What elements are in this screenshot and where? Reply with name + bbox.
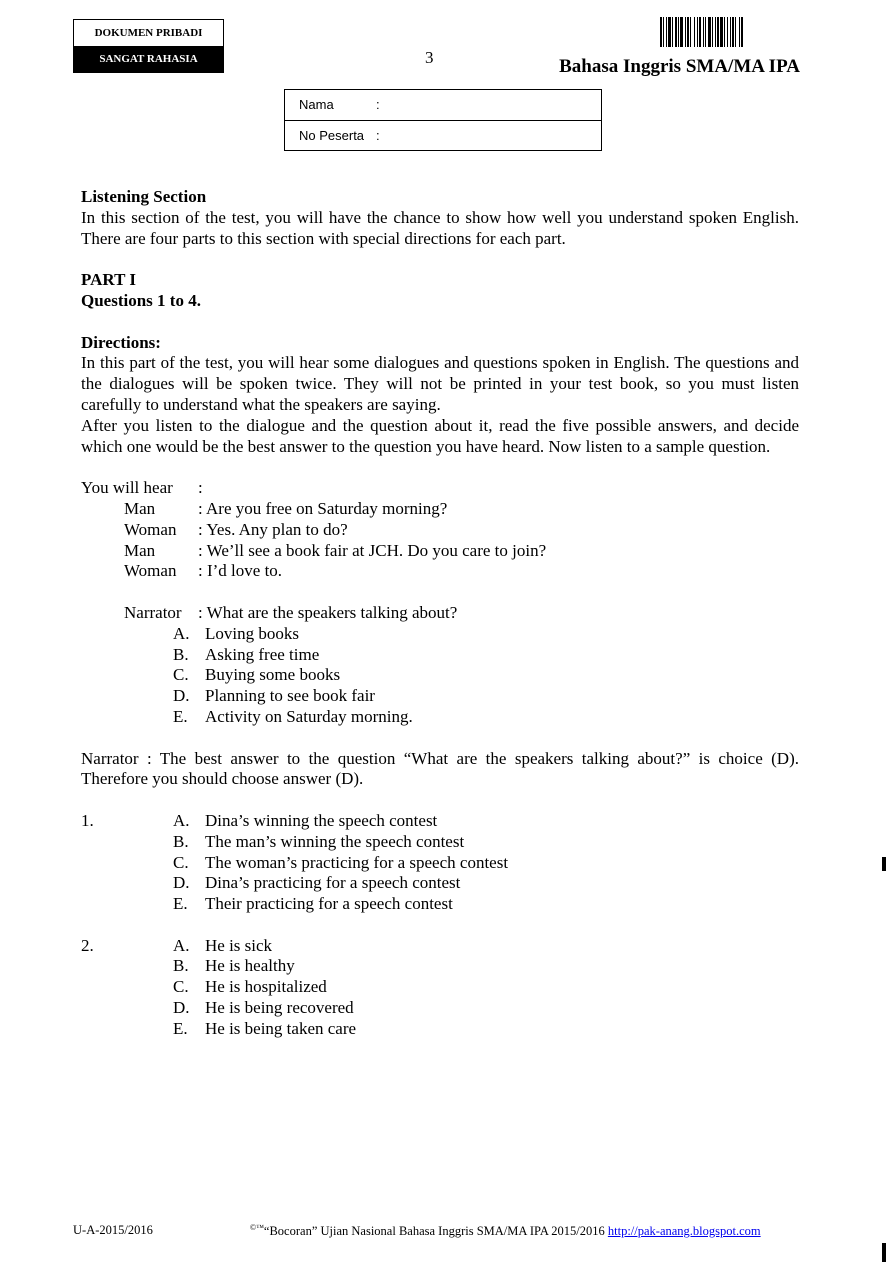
page-edge-mark	[882, 857, 886, 871]
option-text: He is healthy	[205, 956, 295, 976]
sample-option	[81, 707, 799, 728]
option-text: Their practicing for a speech contest	[205, 894, 453, 914]
sample-explanation: Narrator : The best answer to the question “What are the speakers talking about?” is choice (D). Therefore you should choose answer (D).	[81, 748, 799, 789]
option-letter: E.	[173, 1018, 188, 1038]
option-text: Activity on Saturday morning.	[205, 706, 413, 726]
directions-paragraph-1: In this part of the test, you will hear some dialogues and questions spoken in English. The questions and the dialogues will be spoken twice. They will not be printed in your test book, so you must listen carefully to understand what the speakers are saying.	[81, 353, 799, 414]
option-letter: D.	[173, 998, 190, 1018]
dialogue-line	[81, 520, 799, 541]
dialogue-text: : We’ll see a book fair at JCH. Do you care to join?	[198, 540, 547, 560]
footer-link[interactable]: http://pak-anang.blogspot.com	[607, 1224, 761, 1239]
sample-option	[81, 665, 799, 686]
dialogue-speaker: Man	[124, 498, 156, 518]
option-text: Dina’s winning the speech contest	[205, 810, 438, 830]
option-text: The woman’s practicing for a speech contest	[205, 852, 509, 872]
sample-option	[81, 624, 799, 645]
listening-title: Listening Section	[81, 187, 207, 206]
sample-option	[81, 645, 799, 666]
participant-colon: :	[376, 128, 380, 143]
barcode-icon	[660, 17, 802, 47]
you-will-hear-colon: :	[198, 478, 203, 498]
footer-code: U-A-2015/2016	[73, 1223, 153, 1237]
option-text: The man’s winning the speech contest	[205, 831, 465, 851]
copyright-mark: ©™	[250, 1223, 264, 1232]
option-letter: A.	[173, 810, 190, 830]
sample-option	[81, 686, 799, 707]
option-text: He is being recovered	[205, 998, 354, 1018]
dialogue-line	[81, 499, 799, 520]
narrator-question: : What are the speakers talking about?	[198, 602, 458, 622]
option-letter: C.	[173, 852, 189, 872]
subject-title: Bahasa Inggris SMA/MA IPA	[559, 56, 800, 77]
name-row	[285, 90, 601, 120]
you-will-hear-label: You will hear	[81, 478, 173, 498]
option-letter: B.	[173, 831, 189, 851]
question-number: 1.	[81, 810, 94, 830]
option-text: Planning to see book fair	[205, 686, 375, 706]
option-letter: C.	[173, 665, 189, 685]
option-letter: E.	[173, 706, 188, 726]
option-letter: A.	[173, 623, 190, 643]
option-letter: B.	[173, 644, 189, 664]
question-option	[81, 811, 799, 832]
dialogue-speaker: Woman	[124, 519, 177, 539]
page-edge-mark	[882, 1243, 886, 1262]
directions-paragraph-2: After you listen to the dialogue and the question about it, read the five possible answers, and decide which one would be the best answer to the question you have heard. Now listen to a sample question.	[81, 415, 799, 456]
dialogue-text: : Yes. Any plan to do?	[198, 519, 348, 539]
option-text: Dina’s practicing for a speech contest	[205, 873, 461, 893]
name-label: Nama	[299, 97, 334, 112]
option-text: Loving books	[205, 623, 299, 643]
question-option	[81, 853, 799, 874]
option-text: Buying some books	[205, 665, 341, 685]
exam-content	[81, 187, 799, 1040]
page-number: 3	[425, 48, 434, 67]
option-text: He is hospitalized	[205, 977, 327, 997]
option-letter: D.	[173, 873, 190, 893]
dialogue-text: : I’d love to.	[198, 561, 283, 581]
dialogue-speaker: Woman	[124, 561, 177, 581]
option-letter: C.	[173, 977, 189, 997]
question-option	[81, 977, 799, 998]
question-option	[81, 936, 799, 957]
part-title: PART I	[81, 270, 136, 290]
question-option	[81, 832, 799, 853]
stamp-bottom-label: SANGAT RAHASIA	[74, 46, 223, 72]
dialogue-line	[81, 561, 799, 582]
question-option	[81, 998, 799, 1019]
name-colon: :	[376, 97, 380, 112]
question-option	[81, 1019, 799, 1040]
dialogue-line	[81, 541, 799, 562]
option-letter: D.	[173, 686, 190, 706]
option-letter: A.	[173, 935, 190, 955]
listening-intro: In this section of the test, you will have the chance to show how well you understand spoken English. There are four parts to this section with special directions for each part.	[81, 207, 799, 248]
question-option	[81, 873, 799, 894]
participant-row	[285, 120, 601, 151]
footer-credit-text: “Bocoran” Ujian Nasional Bahasa Inggris SMA/MA IPA 2015/2016	[263, 1224, 605, 1239]
footer-credit	[250, 1223, 761, 1239]
stamp-top-label: DOKUMEN PRIBADI	[94, 27, 203, 39]
option-text: Asking free time	[205, 644, 320, 664]
option-letter: B.	[173, 956, 189, 976]
part-questions: Questions 1 to 4.	[81, 290, 201, 310]
question-number: 2.	[81, 935, 94, 955]
confidential-stamp	[73, 19, 224, 73]
option-text: He is being taken care	[205, 1018, 357, 1038]
participant-label: No Peserta	[299, 128, 365, 143]
option-letter: E.	[173, 894, 188, 914]
question-option	[81, 956, 799, 977]
option-text: He is sick	[205, 935, 273, 955]
narrator-label: Narrator	[124, 602, 182, 622]
directions-title: Directions:	[81, 332, 161, 352]
narrator-row	[81, 603, 799, 624]
you-will-hear-row	[81, 478, 799, 499]
dialogue-text: : Are you free on Saturday morning?	[198, 498, 448, 518]
identity-box	[284, 89, 602, 151]
question-option	[81, 894, 799, 915]
dialogue-speaker: Man	[124, 540, 156, 560]
